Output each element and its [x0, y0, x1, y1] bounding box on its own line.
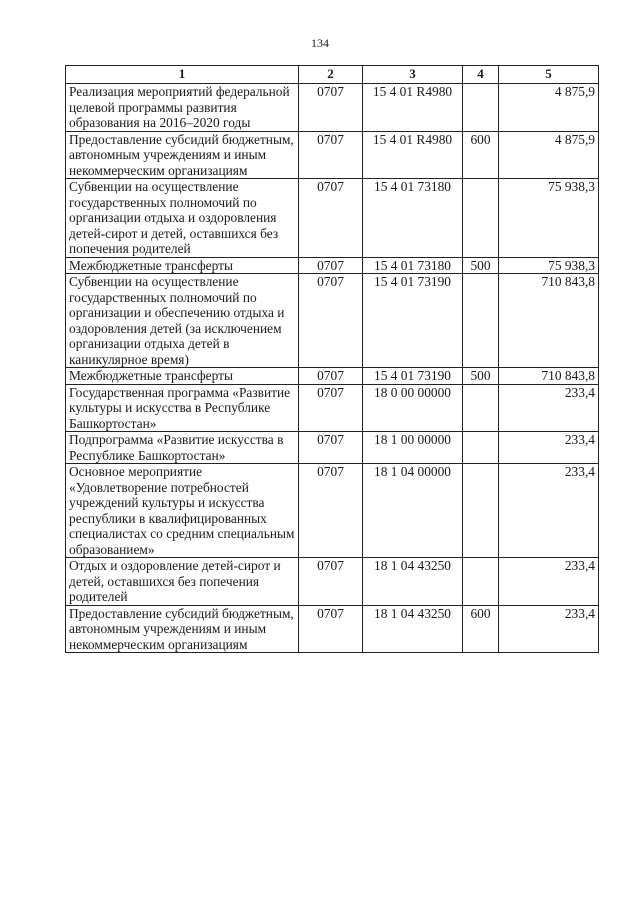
row-type	[463, 432, 499, 464]
row-amount: 233,4	[499, 558, 599, 606]
row-type: 600	[463, 605, 499, 653]
header-cell: 3	[363, 66, 463, 84]
row-type	[463, 274, 499, 368]
header-row	[66, 66, 599, 84]
row-type: 500	[463, 257, 499, 274]
row-name: Межбюджетные трансферты	[66, 257, 299, 274]
row-amount: 710 843,8	[499, 368, 599, 385]
row-amount: 75 938,3	[499, 257, 599, 274]
row-section: 0707	[299, 179, 363, 258]
row-name: Межбюджетные трансферты	[66, 368, 299, 385]
row-amount: 233,4	[499, 384, 599, 432]
row-name: Субвенции на осуществление государственных полномочий по организации и обеспечению отдыха и оздоровления детей (за исключением организации отдыха детей в каникулярное время)	[66, 274, 299, 368]
table-row	[66, 131, 599, 179]
row-name: Реализация мероприятий федеральной целевой программы развития образования на 2016–2020 годы	[66, 84, 299, 132]
row-type: 600	[463, 131, 499, 179]
row-amount: 233,4	[499, 605, 599, 653]
row-code: 18 0 00 00000	[363, 384, 463, 432]
row-type: 500	[463, 368, 499, 385]
row-code: 18 1 00 00000	[363, 432, 463, 464]
row-code: 18 1 04 43250	[363, 605, 463, 653]
header-cell: 2	[299, 66, 363, 84]
row-section: 0707	[299, 464, 363, 558]
page-number: 134	[311, 36, 329, 50]
row-section: 0707	[299, 605, 363, 653]
table-row	[66, 432, 599, 464]
row-code: 15 4 01 73190	[363, 274, 463, 368]
row-amount: 233,4	[499, 432, 599, 464]
row-amount: 233,4	[499, 464, 599, 558]
header-cell: 1	[66, 66, 299, 84]
row-code: 15 4 01 73190	[363, 368, 463, 385]
row-type	[463, 84, 499, 132]
row-amount: 710 843,8	[499, 274, 599, 368]
table-row	[66, 179, 599, 258]
table-row	[66, 84, 599, 132]
row-section: 0707	[299, 131, 363, 179]
row-name: Субвенции на осуществление государственных полномочий по организации отдыха и оздоровления детей-сирот и детей, оставшихся без попечения родителей	[66, 179, 299, 258]
row-section: 0707	[299, 558, 363, 606]
row-section: 0707	[299, 257, 363, 274]
header-cell: 4	[463, 66, 499, 84]
row-amount: 4 875,9	[499, 131, 599, 179]
row-section: 0707	[299, 274, 363, 368]
row-code: 15 4 01 73180	[363, 257, 463, 274]
row-type	[463, 464, 499, 558]
row-code: 15 4 01 R4980	[363, 131, 463, 179]
row-code: 15 4 01 73180	[363, 179, 463, 258]
row-section: 0707	[299, 368, 363, 385]
row-name: Отдых и оздоровление детей-сирот и детей, оставшихся без попечения родителей	[66, 558, 299, 606]
row-type	[463, 384, 499, 432]
row-code: 18 1 04 43250	[363, 558, 463, 606]
row-name: Подпрограмма «Развитие искусства в Республике Башкортостан»	[66, 432, 299, 464]
row-type	[463, 558, 499, 606]
row-section: 0707	[299, 432, 363, 464]
table-row	[66, 274, 599, 368]
row-amount: 4 875,9	[499, 84, 599, 132]
row-name: Предоставление субсидий бюджетным, автономным учреждениям и иным некоммерческим организациям	[66, 131, 299, 179]
row-name: Основное мероприятие «Удовлетворение потребностей учреждений культуры и искусства республики в квалифицированных специалистах со средним специальным образованием»	[66, 464, 299, 558]
table-row	[66, 384, 599, 432]
budget-table	[65, 65, 599, 653]
row-section: 0707	[299, 84, 363, 132]
row-name: Государственная программа «Развитие культуры и искусства в Республике Башкортостан»	[66, 384, 299, 432]
table-row	[66, 257, 599, 274]
table-row	[66, 605, 599, 653]
table-row	[66, 558, 599, 606]
row-type	[463, 179, 499, 258]
table-row	[66, 368, 599, 385]
row-code: 18 1 04 00000	[363, 464, 463, 558]
header-cell: 5	[499, 66, 599, 84]
row-amount: 75 938,3	[499, 179, 599, 258]
row-section: 0707	[299, 384, 363, 432]
row-code: 15 4 01 R4980	[363, 84, 463, 132]
row-name: Предоставление субсидий бюджетным, автономным учреждениям и иным некоммерческим организациям	[66, 605, 299, 653]
table-row	[66, 464, 599, 558]
